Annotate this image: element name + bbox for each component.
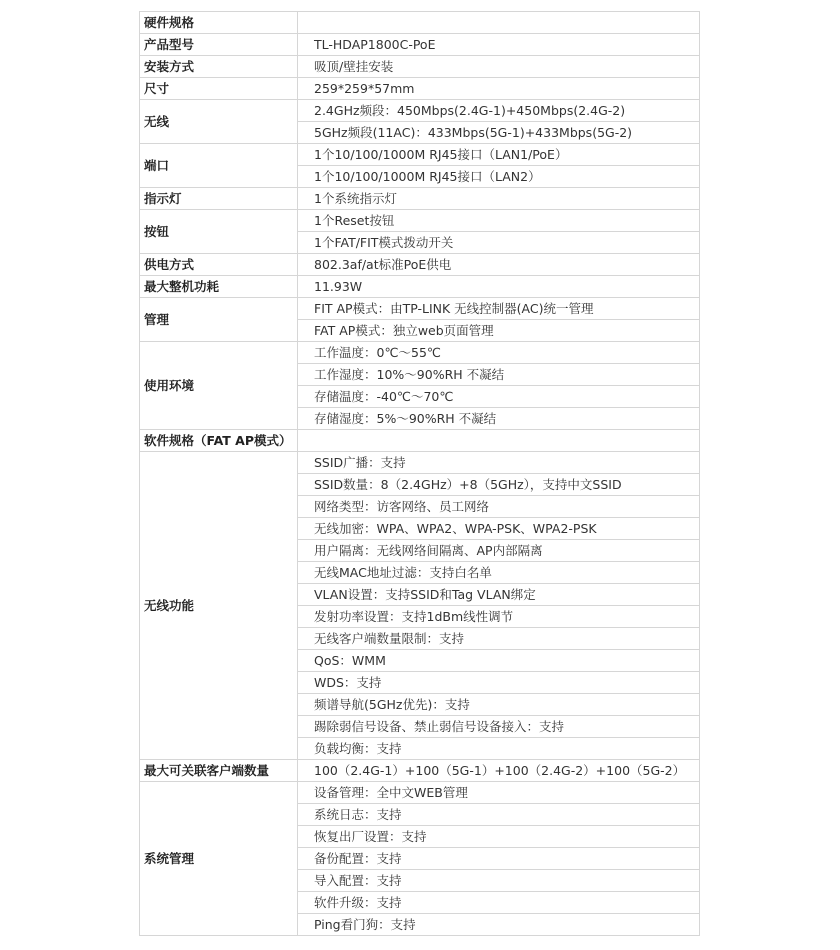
spec-value-cell: 1个系统指示灯 (298, 188, 700, 210)
spec-label-cell: 无线功能 (140, 452, 298, 760)
spec-value-cell: 无线加密：WPA、WPA2、WPA-PSK、WPA2-PSK (298, 518, 700, 540)
spec-value-cell: SSID数量：8（2.4GHz）+8（5GHz），支持中文SSID (298, 474, 700, 496)
table-row (140, 56, 700, 78)
table-row (140, 298, 700, 320)
spec-label-cell: 最大可关联客户端数量 (140, 760, 298, 782)
spec-label-cell: 使用环境 (140, 342, 298, 430)
spec-value-cell: 存储温度：-40℃～70℃ (298, 386, 700, 408)
table-row (140, 760, 700, 782)
spec-value-cell: 802.3af/at标准PoE供电 (298, 254, 700, 276)
spec-label-cell: 安装方式 (140, 56, 298, 78)
spec-value-cell: 存储湿度：5%～90%RH 不凝结 (298, 408, 700, 430)
spec-label-cell: 系统管理 (140, 782, 298, 936)
spec-value-cell: 频谱导航(5GHz优先)：支持 (298, 694, 700, 716)
spec-label-cell: 供电方式 (140, 254, 298, 276)
spec-label-cell: 端口 (140, 144, 298, 188)
spec-value-cell: 系统日志：支持 (298, 804, 700, 826)
spec-value-cell: 导入配置：支持 (298, 870, 700, 892)
spec-value-cell: 259*259*57mm (298, 78, 700, 100)
spec-label-cell: 尺寸 (140, 78, 298, 100)
spec-label-cell: 最大整机功耗 (140, 276, 298, 298)
spec-value-cell: SSID广播：支持 (298, 452, 700, 474)
table-row (140, 100, 700, 122)
spec-value-cell: 备份配置：支持 (298, 848, 700, 870)
table-row (140, 254, 700, 276)
spec-value-cell: Ping看门狗：支持 (298, 914, 700, 936)
spec-value-cell: 设备管理：全中文WEB管理 (298, 782, 700, 804)
spec-value-cell: FIT AP模式：由TP-LINK 无线控制器(AC)统一管理 (298, 298, 700, 320)
table-row (140, 34, 700, 56)
spec-value-cell: TL-HDAP1800C-PoE (298, 34, 700, 56)
spec-value-cell (298, 12, 700, 34)
spec-value-cell: QoS：WMM (298, 650, 700, 672)
spec-label-cell: 产品型号 (140, 34, 298, 56)
spec-value-cell: 恢复出厂设置：支持 (298, 826, 700, 848)
table-row (140, 430, 700, 452)
spec-value-cell: 11.93W (298, 276, 700, 298)
spec-value-cell: 1个10/100/1000M RJ45接口（LAN1/PoE） (298, 144, 700, 166)
spec-value-cell: 吸顶/壁挂安装 (298, 56, 700, 78)
table-row (140, 782, 700, 804)
spec-value-cell: 无线MAC地址过滤：支持白名单 (298, 562, 700, 584)
table-row (140, 144, 700, 166)
spec-value-cell: 1个FAT/FIT模式拨动开关 (298, 232, 700, 254)
spec-value-cell: FAT AP模式：独立web页面管理 (298, 320, 700, 342)
spec-value-cell: 踢除弱信号设备、禁止弱信号设备接入：支持 (298, 716, 700, 738)
spec-value-cell: 100（2.4G-1）+100（5G-1）+100（2.4G-2）+100（5G-2） (298, 760, 700, 782)
spec-table (139, 11, 700, 936)
spec-value-cell: 1个10/100/1000M RJ45接口（LAN2） (298, 166, 700, 188)
spec-value-cell: WDS：支持 (298, 672, 700, 694)
spec-value-cell: 1个Reset按钮 (298, 210, 700, 232)
table-row (140, 12, 700, 34)
spec-label-cell: 软件规格（FAT AP模式） (140, 430, 298, 452)
spec-table-body (140, 12, 700, 936)
spec-label-cell: 硬件规格 (140, 12, 298, 34)
table-row (140, 276, 700, 298)
spec-value-cell: 发射功率设置：支持1dBm线性调节 (298, 606, 700, 628)
table-row (140, 78, 700, 100)
spec-value-cell: 用户隔离：无线网络间隔离、AP内部隔离 (298, 540, 700, 562)
table-row (140, 188, 700, 210)
table-row (140, 210, 700, 232)
spec-value-cell: 5GHz频段(11AC)：433Mbps(5G-1)+433Mbps(5G-2) (298, 122, 700, 144)
spec-label-cell: 管理 (140, 298, 298, 342)
spec-value-cell (298, 430, 700, 452)
table-row (140, 342, 700, 364)
spec-value-cell: 负载均衡：支持 (298, 738, 700, 760)
spec-value-cell: 工作温度：0℃～55℃ (298, 342, 700, 364)
spec-label-cell: 无线 (140, 100, 298, 144)
spec-label-cell: 指示灯 (140, 188, 298, 210)
spec-value-cell: 软件升级：支持 (298, 892, 700, 914)
spec-label-cell: 按钮 (140, 210, 298, 254)
spec-value-cell: VLAN设置：支持SSID和Tag VLAN绑定 (298, 584, 700, 606)
spec-value-cell: 网络类型：访客网络、员工网络 (298, 496, 700, 518)
spec-value-cell: 工作湿度：10%～90%RH 不凝结 (298, 364, 700, 386)
spec-value-cell: 2.4GHz频段：450Mbps(2.4G-1)+450Mbps(2.4G-2) (298, 100, 700, 122)
spec-value-cell: 无线客户端数量限制：支持 (298, 628, 700, 650)
table-row (140, 452, 700, 474)
